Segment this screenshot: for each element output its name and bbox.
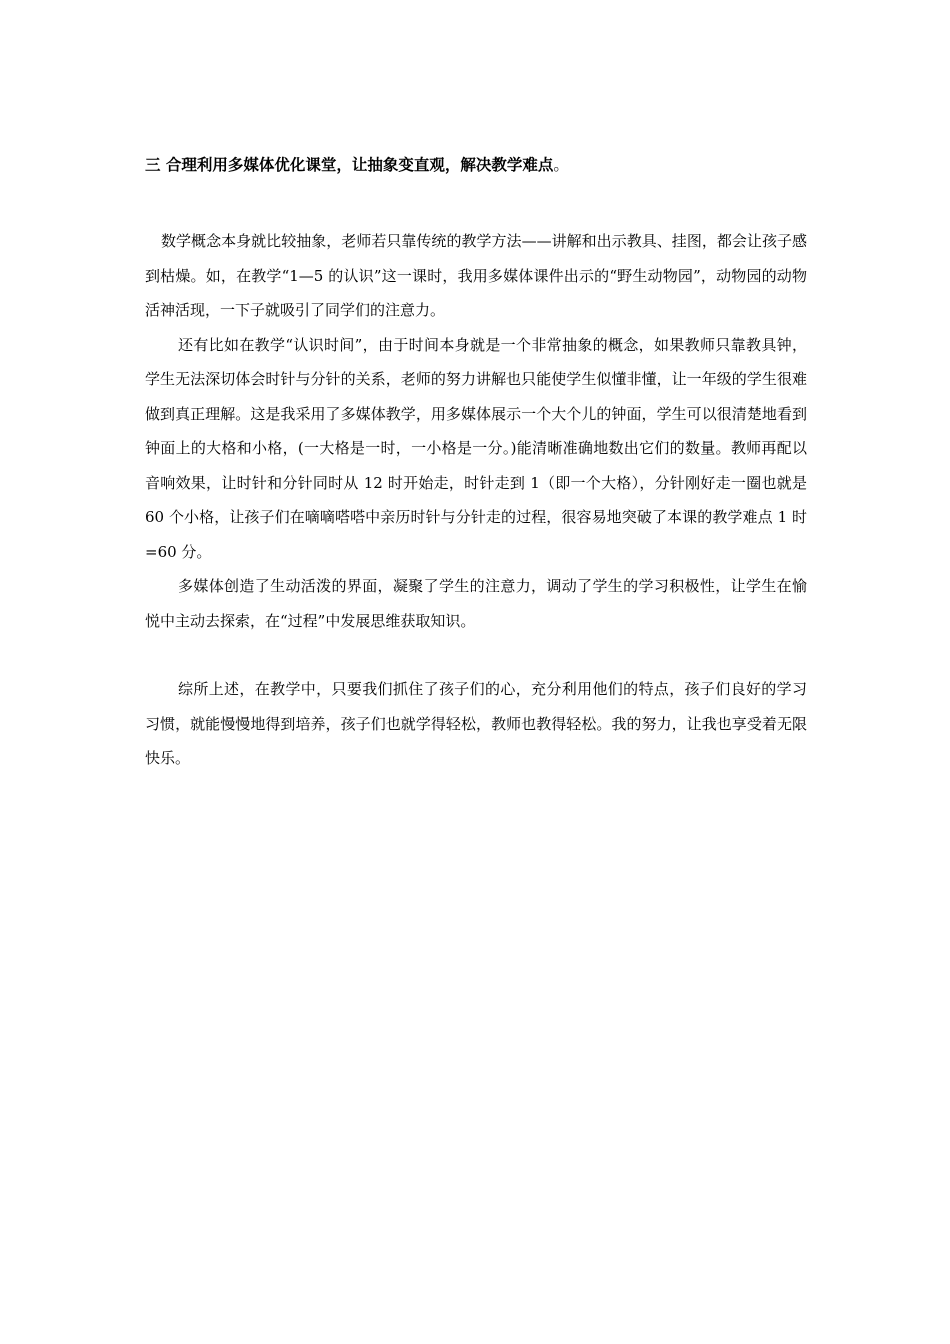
paragraph-multimedia-benefits: 多媒体创造了生动活泼的界面，凝聚了学生的注意力，调动了学生的学习积极性，让学生在愉悦中主动去探索，在“过程”中发展思维获取知识。 [145, 577, 807, 630]
section-heading-text: 三 合理利用多媒体优化课堂，让抽象变直观，解决教学难点 [145, 155, 554, 174]
paragraph-clock-teaching: 还有比如在教学“认识时间”，由于时间本身就是一个非常抽象的概念，如果教师只靠教具钟，学生无法深切体会时针与分针的关系，老师的努力讲解也只能使学生似懂非懂，让一年级的学生很难做到真正理解。这是我采用了多媒体教学，用多媒体展示一个大个儿的钟面，学生可以很清楚地看到钟面上的大格和小格，(一大格是一时，一小格是一分。)能清晰准确地数出它们的数量。教师再配以音响效果，让时针和分针同时从 12 时开始走，时针走到 1（即一个大格），分针刚好走一圈也就是 60 个小格，让孩子们在嘀嘀嗒嗒中亲历时针与分针走的过程，很容易地突破了本课的教学难点 1 时=60 分。 [145, 335, 807, 561]
section-heading [145, 150, 807, 180]
document-page [145, 150, 807, 776]
paragraph-abstract-concepts: 数学概念本身就比较抽象，老师若只靠传统的教学方法——讲解和出示教具、挂图，都会让孩子感到枯燥。如，在教学“1—5 的认识”这一课时，我用多媒体课件出示的“野生动物园”，动物园的动物活神活现，一下子就吸引了同学们的注意力。 [145, 232, 807, 319]
section-heading-period: 。 [553, 156, 569, 174]
paragraph-conclusion: 综所上述，在教学中，只要我们抓住了孩子们的心，充分利用他们的特点，孩子们良好的学习习惯，就能慢慢地得到培养，孩子们也就学得轻松，教师也教得轻松。我的努力，让我也享受着无限快乐。 [145, 680, 807, 767]
